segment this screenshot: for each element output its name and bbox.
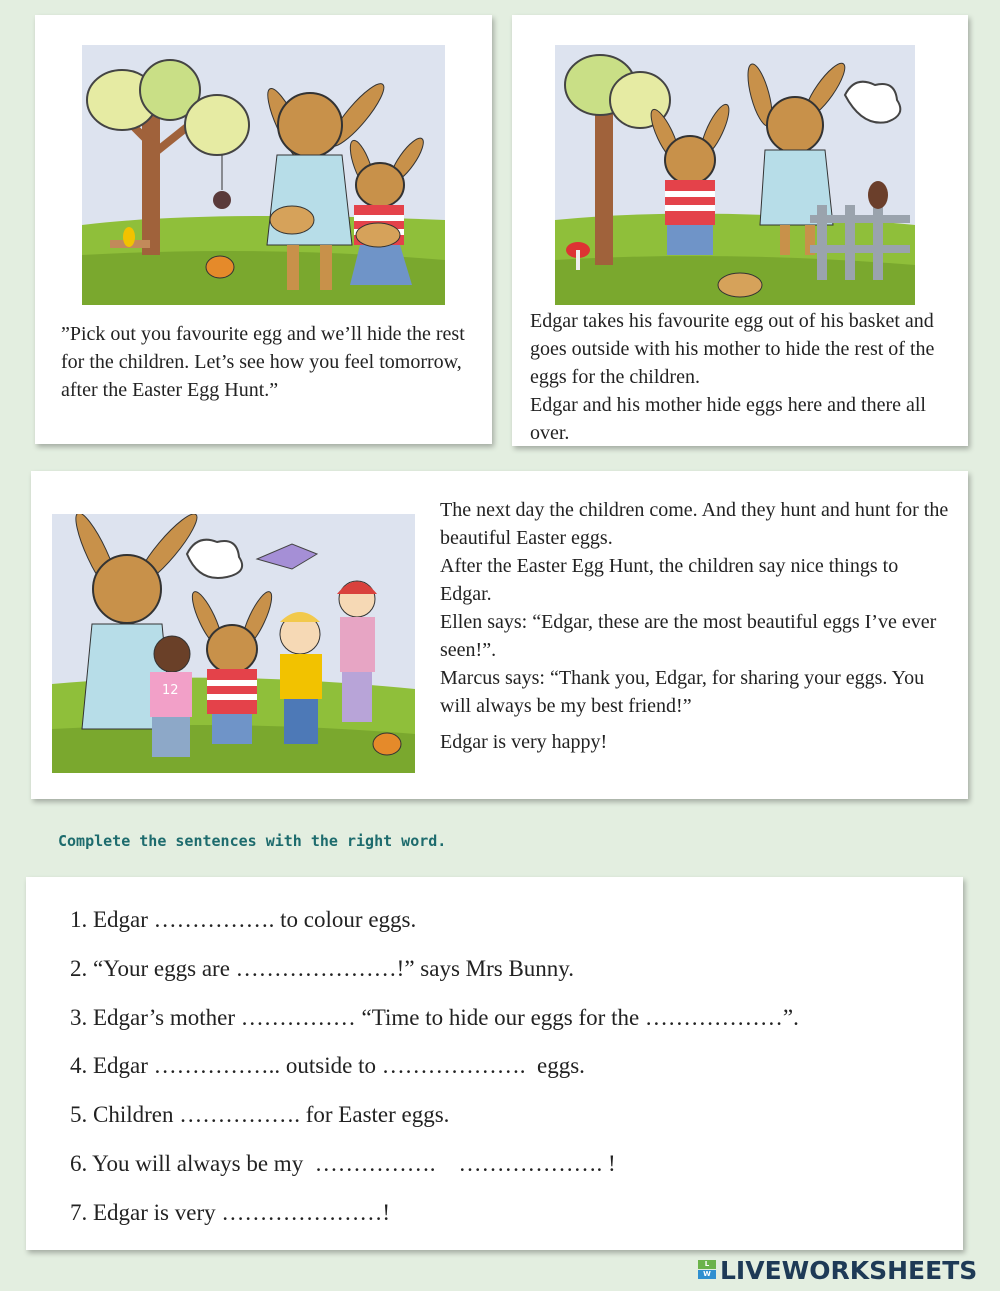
exercise-sentence[interactable]: 5. Children ……………. for Easter eggs. [70, 1102, 450, 1128]
exercise-list [70, 903, 799, 1245]
logo-mark-icon [698, 1260, 716, 1280]
egg-hiding-illustration [555, 45, 915, 305]
exercise-sentence[interactable]: 2. “Your eggs are …………………!” says Mrs Bunny. [70, 955, 575, 981]
story-text-1 [61, 320, 471, 404]
story-line: Marcus says: “Thank you, Edgar, for sharing your eggs. You will always be my best friend!” [440, 667, 925, 717]
exercise-sentence[interactable]: 6. You will always be my ……………. ………………. ! [70, 1150, 616, 1176]
story-paragraph: ”Pick out you favourite egg and we’ll hide the rest for the children. Let’s see how you feel tomorrow, after the Easter Egg Hunt.” [61, 323, 465, 401]
logo-letter: W [698, 1270, 716, 1279]
logo-text: LIVEWORKSHEETS [720, 1255, 978, 1285]
story-line: Edgar and his mother hide eggs here and there all over. [530, 394, 926, 444]
story-text-2 [530, 307, 958, 447]
shirt-number: 12 [162, 683, 179, 698]
exercise-sentence[interactable]: 1. Edgar ……………. to colour eggs. [70, 907, 417, 932]
logo-letter: L [698, 1260, 716, 1269]
exercise-instruction: Complete the sentences with the right word. [58, 832, 447, 850]
story-card-2 [512, 15, 968, 446]
bunny-family-illustration [82, 45, 445, 305]
exercise-sentence[interactable]: 7. Edgar is very …………………! [70, 1199, 391, 1225]
story-text-3 [440, 496, 950, 756]
story-closing: Edgar is very happy! [440, 731, 608, 753]
story-line: After the Easter Egg Hunt, the children say nice things to Edgar. [440, 555, 899, 605]
exercise-sentence[interactable]: 3. Edgar’s mother …………… “Time to hide our eggs for the ………………”. [70, 1004, 799, 1030]
story-card-1 [35, 15, 492, 444]
egg-hunt-illustration [52, 514, 415, 773]
story-line: The next day the children come. And they hunt and hunt for the beautiful Easter eggs. [440, 499, 949, 549]
story-line: Ellen says: “Edgar, these are the most beautiful eggs I’ve ever seen!”. [440, 611, 937, 661]
liveworksheets-logo[interactable] [698, 1255, 977, 1285]
story-line: Edgar takes his favourite egg out of his basket and goes outside with his mother to hide the rest of the eggs for the children. [530, 310, 935, 388]
exercise-sentence[interactable]: 4. Edgar …………….. outside to ………………. eggs. [70, 1053, 585, 1079]
story-card-3 [31, 471, 968, 799]
